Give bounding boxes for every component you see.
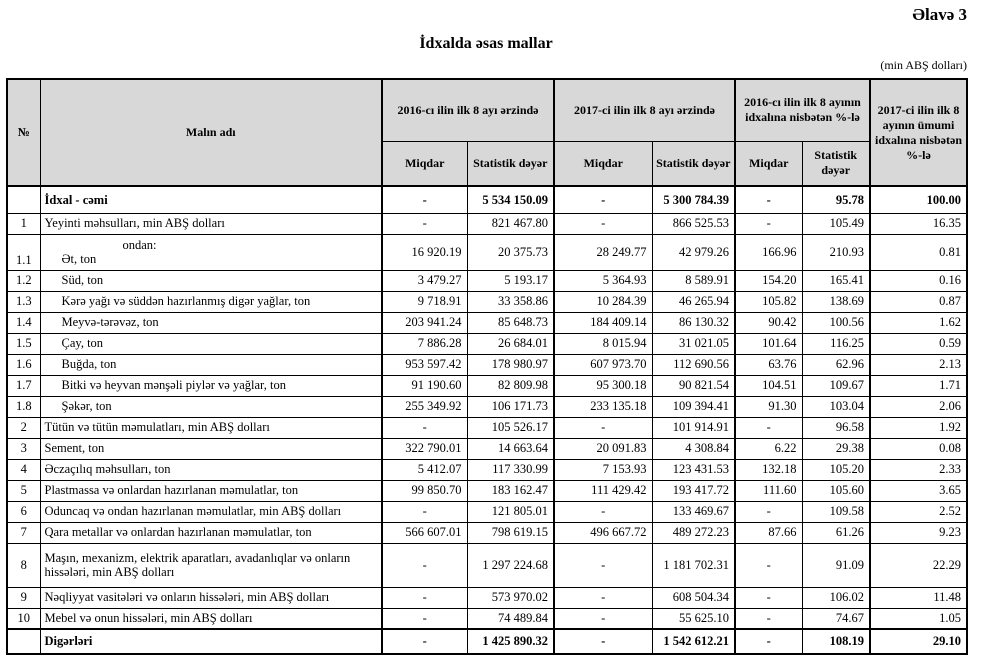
cell-value: 2.33	[870, 459, 967, 480]
row-number	[7, 629, 40, 654]
cell-value: -	[554, 417, 652, 438]
row-number: 7	[7, 522, 40, 543]
cell-value: 9 718.91	[382, 291, 467, 312]
appendix-label: Əlavə 3	[912, 5, 967, 24]
cell-value: 95 300.18	[554, 375, 652, 396]
cell-value: 91 190.60	[382, 375, 467, 396]
cell-value: 20 375.73	[467, 234, 554, 270]
cell-value: 2.06	[870, 396, 967, 417]
cell-value: -	[735, 186, 802, 213]
cell-value: 101 914.91	[652, 417, 735, 438]
cell-value: 111 429.42	[554, 480, 652, 501]
cell-value: -	[735, 213, 802, 234]
cell-value: 105.60	[802, 480, 870, 501]
cell-value: -	[554, 186, 652, 213]
cell-value: 103.04	[802, 396, 870, 417]
cell-value: -	[554, 543, 652, 587]
cell-value: 2.13	[870, 354, 967, 375]
row-name	[40, 234, 382, 270]
cell-value: 26 684.01	[467, 333, 554, 354]
cell-value: 33 358.86	[467, 291, 554, 312]
cell-value: 0.16	[870, 270, 967, 291]
cell-value: 166.96	[735, 234, 802, 270]
cell-value: 90 821.54	[652, 375, 735, 396]
cell-value: 322 790.01	[382, 438, 467, 459]
cell-value: -	[382, 213, 467, 234]
cell-value: -	[382, 587, 467, 608]
row-number: 1.4	[7, 312, 40, 333]
header-quantity-2016: Miqdar	[382, 141, 467, 186]
cell-value: 20 091.83	[554, 438, 652, 459]
header-group-2017: 2017-ci ilin ilk 8 ayı ərzində	[554, 79, 735, 141]
cell-value: -	[554, 501, 652, 522]
cell-value: -	[554, 608, 652, 629]
cell-value: 16.35	[870, 213, 967, 234]
cell-value: 46 265.94	[652, 291, 735, 312]
cell-value: 183 162.47	[467, 480, 554, 501]
cell-value: -	[735, 543, 802, 587]
cell-value: 1.71	[870, 375, 967, 396]
cell-value: 117 330.99	[467, 459, 554, 480]
row-number: 9	[7, 587, 40, 608]
row-number: 5	[7, 480, 40, 501]
table-body	[7, 186, 967, 654]
row-number: 3	[7, 438, 40, 459]
header-quantity-pct: Miqdar	[735, 141, 802, 186]
cell-value: 1.62	[870, 312, 967, 333]
header-value-pct: Statistik dəyər	[802, 141, 870, 186]
row-name: Yeyinti məhsulları, min ABŞ dolları	[40, 213, 382, 234]
cell-value: 105 526.17	[467, 417, 554, 438]
cell-value: 74.67	[802, 608, 870, 629]
cell-value: 29.38	[802, 438, 870, 459]
cell-value: 193 417.72	[652, 480, 735, 501]
cell-value: 100.56	[802, 312, 870, 333]
cell-value: -	[554, 213, 652, 234]
row-name: Nəqliyyat vasitələri və onların hissələri, min ABŞ dolları	[40, 587, 382, 608]
cell-value: 0.81	[870, 234, 967, 270]
cell-value: 178 980.97	[467, 354, 554, 375]
cell-value: 11.48	[870, 587, 967, 608]
cell-value: 5 193.17	[467, 270, 554, 291]
cell-value: 91.30	[735, 396, 802, 417]
cell-value: 109 394.41	[652, 396, 735, 417]
table-row	[7, 333, 967, 354]
cell-value: 104.51	[735, 375, 802, 396]
row-name: İdxal - cəmi	[40, 186, 382, 213]
cell-value: -	[382, 608, 467, 629]
cell-value: 14 663.64	[467, 438, 554, 459]
cell-value: -	[735, 501, 802, 522]
cell-value: 62.96	[802, 354, 870, 375]
row-name: Tütün və tütün məmulatları, min ABŞ dolları	[40, 417, 382, 438]
table-header	[7, 79, 967, 186]
row-name: Oduncaq və ondan hazırlanan məmulatlar, min ABŞ dolları	[40, 501, 382, 522]
header-group-row	[7, 79, 967, 141]
cell-value: 61.26	[802, 522, 870, 543]
cell-value: -	[554, 629, 652, 654]
row-number: 1.7	[7, 375, 40, 396]
row-name: Şəkər, ton	[40, 396, 382, 417]
cell-value: -	[382, 629, 467, 654]
cell-value: 866 525.53	[652, 213, 735, 234]
cell-value: 9.23	[870, 522, 967, 543]
table-row	[7, 213, 967, 234]
cell-value: 203 941.24	[382, 312, 467, 333]
cell-value: 608 504.34	[652, 587, 735, 608]
cell-value: 953 597.42	[382, 354, 467, 375]
cell-value: 821 467.80	[467, 213, 554, 234]
header-name: Malın adı	[40, 79, 382, 186]
cell-value: -	[382, 501, 467, 522]
cell-value: 123 431.53	[652, 459, 735, 480]
cell-value: 210.93	[802, 234, 870, 270]
cell-value: 109.67	[802, 375, 870, 396]
header-value-2016: Statistik dəyər	[467, 141, 554, 186]
row-name: Mebel və onun hissələri, min ABŞ dolları	[40, 608, 382, 629]
row-number: 2	[7, 417, 40, 438]
cell-value: 82 809.98	[467, 375, 554, 396]
row-number: 1	[7, 213, 40, 234]
cell-value: 116.25	[802, 333, 870, 354]
row-name: Maşın, mexanizm, elektrik aparatları, avadanlıqlar və onların hissələri, min ABŞ dolları	[40, 543, 382, 587]
cell-value: 184 409.14	[554, 312, 652, 333]
cell-value: 108.19	[802, 629, 870, 654]
table-row	[7, 522, 967, 543]
unit-note: (min ABŞ dolları)	[880, 58, 967, 72]
row-name: Buğda, ton	[40, 354, 382, 375]
header-group-share-2017: 2017-ci ilin ilk 8 ayının ümumi idxalına nisbətən %-lə	[870, 79, 967, 186]
row-name: Əczaçılıq məhsulları, ton	[40, 459, 382, 480]
row-number: 1.6	[7, 354, 40, 375]
cell-value: 5 300 784.39	[652, 186, 735, 213]
cell-value: 95.78	[802, 186, 870, 213]
cell-value: 1.05	[870, 608, 967, 629]
table-row	[7, 234, 967, 270]
table-row	[7, 587, 967, 608]
cell-value: 7 886.28	[382, 333, 467, 354]
table-row	[7, 543, 967, 587]
cell-value: -	[735, 629, 802, 654]
cell-value: 105.82	[735, 291, 802, 312]
cell-value: -	[735, 608, 802, 629]
cell-value: -	[382, 417, 467, 438]
table-row	[7, 396, 967, 417]
cell-value: 31 021.05	[652, 333, 735, 354]
cell-value: 99 850.70	[382, 480, 467, 501]
row-number: 1.2	[7, 270, 40, 291]
cell-value: 132.18	[735, 459, 802, 480]
table-row	[7, 270, 967, 291]
cell-value: 6.22	[735, 438, 802, 459]
cell-value: 607 973.70	[554, 354, 652, 375]
header-no: №	[7, 79, 40, 186]
cell-value: 3 479.27	[382, 270, 467, 291]
row-number: 1.8	[7, 396, 40, 417]
row-number: 4	[7, 459, 40, 480]
cell-value: -	[382, 186, 467, 213]
cell-value: 2.52	[870, 501, 967, 522]
row-name: Digərləri	[40, 629, 382, 654]
cell-value: 1 181 702.31	[652, 543, 735, 587]
cell-value: 489 272.23	[652, 522, 735, 543]
cell-value: 106 171.73	[467, 396, 554, 417]
cell-value: 5 534 150.09	[467, 186, 554, 213]
page-title: İdxalda əsas mallar	[419, 35, 553, 52]
table-row	[7, 186, 967, 213]
cell-value: 7 153.93	[554, 459, 652, 480]
table-row	[7, 312, 967, 333]
cell-value: 5 364.93	[554, 270, 652, 291]
cell-value: 87.66	[735, 522, 802, 543]
cell-value: 63.76	[735, 354, 802, 375]
header-group-pct-2016: 2016-cı ilin ilk 8 ayının idxalına nisbətən %-lə	[735, 79, 870, 141]
row-name: Plastmassa və onlardan hazırlanan məmulatlar, ton	[40, 480, 382, 501]
cell-value: 90.42	[735, 312, 802, 333]
table-row	[7, 375, 967, 396]
cell-value: 0.59	[870, 333, 967, 354]
cell-value: 496 667.72	[554, 522, 652, 543]
cell-value: 165.41	[802, 270, 870, 291]
cell-value: -	[382, 543, 467, 587]
imports-table	[6, 78, 968, 655]
cell-value: 5 412.07	[382, 459, 467, 480]
cell-value: 109.58	[802, 501, 870, 522]
row-number: 8	[7, 543, 40, 587]
cell-value: 100.00	[870, 186, 967, 213]
table-row	[7, 354, 967, 375]
cell-value: 106.02	[802, 587, 870, 608]
cell-value: 566 607.01	[382, 522, 467, 543]
row-number: 1.5	[7, 333, 40, 354]
row-name: Kərə yağı və süddən hazırlanmış digər yağlar, ton	[40, 291, 382, 312]
cell-value: 105.49	[802, 213, 870, 234]
cell-value: -	[735, 417, 802, 438]
cell-value: 233 135.18	[554, 396, 652, 417]
row-number	[7, 186, 40, 213]
header-value-2017: Statistik dəyər	[652, 141, 735, 186]
cell-value: -	[735, 587, 802, 608]
row-name: Qara metallar və onlardan hazırlanan məmulatlar, ton	[40, 522, 382, 543]
cell-value: 1 425 890.32	[467, 629, 554, 654]
cell-value: 111.60	[735, 480, 802, 501]
row-name: Süd, ton	[40, 270, 382, 291]
cell-value: 105.20	[802, 459, 870, 480]
cell-value: 85 648.73	[467, 312, 554, 333]
cell-value: 0.87	[870, 291, 967, 312]
group-sublabel: ondan:	[122, 237, 157, 252]
cell-value: 101.64	[735, 333, 802, 354]
header-group-2016: 2016-cı ilin ilk 8 ayı ərzində	[382, 79, 554, 141]
table-row	[7, 629, 967, 654]
cell-value: 3.65	[870, 480, 967, 501]
row-number: 1.3	[7, 291, 40, 312]
cell-value: 1 542 612.21	[652, 629, 735, 654]
row-name: Çay, ton	[40, 333, 382, 354]
cell-value: -	[554, 587, 652, 608]
row-name: Meyvə-tərəvəz, ton	[40, 312, 382, 333]
cell-value: 121 805.01	[467, 501, 554, 522]
cell-value: 42 979.26	[652, 234, 735, 270]
cell-value: 96.58	[802, 417, 870, 438]
cell-value: 4 308.84	[652, 438, 735, 459]
table-row	[7, 291, 967, 312]
cell-value: 22.29	[870, 543, 967, 587]
cell-value: 55 625.10	[652, 608, 735, 629]
table-row	[7, 480, 967, 501]
row-number: 1.1	[7, 234, 40, 270]
cell-value: 74 489.84	[467, 608, 554, 629]
cell-value: 8 015.94	[554, 333, 652, 354]
cell-value: 798 619.15	[467, 522, 554, 543]
header-quantity-2017: Miqdar	[554, 141, 652, 186]
row-number: 10	[7, 608, 40, 629]
cell-value: 154.20	[735, 270, 802, 291]
cell-value: 86 130.32	[652, 312, 735, 333]
cell-value: 573 970.02	[467, 587, 554, 608]
table-row	[7, 438, 967, 459]
row-name: Sement, ton	[40, 438, 382, 459]
table-row	[7, 608, 967, 629]
cell-value: 133 469.67	[652, 501, 735, 522]
table-row	[7, 459, 967, 480]
cell-value: 28 249.77	[554, 234, 652, 270]
cell-value: 10 284.39	[554, 291, 652, 312]
cell-value: 0.08	[870, 438, 967, 459]
row-number: 6	[7, 501, 40, 522]
cell-value: 1 297 224.68	[467, 543, 554, 587]
cell-value: 138.69	[802, 291, 870, 312]
table-row	[7, 501, 967, 522]
cell-value: 91.09	[802, 543, 870, 587]
cell-value: 8 589.91	[652, 270, 735, 291]
cell-value: 16 920.19	[382, 234, 467, 270]
row-name: Bitki və heyvan mənşəli piylər və yağlar, ton	[40, 375, 382, 396]
row-name-text: Ət, ton	[61, 252, 97, 266]
table-row	[7, 417, 967, 438]
cell-value: 29.10	[870, 629, 967, 654]
cell-value: 1.92	[870, 417, 967, 438]
cell-value: 255 349.92	[382, 396, 467, 417]
cell-value: 112 690.56	[652, 354, 735, 375]
